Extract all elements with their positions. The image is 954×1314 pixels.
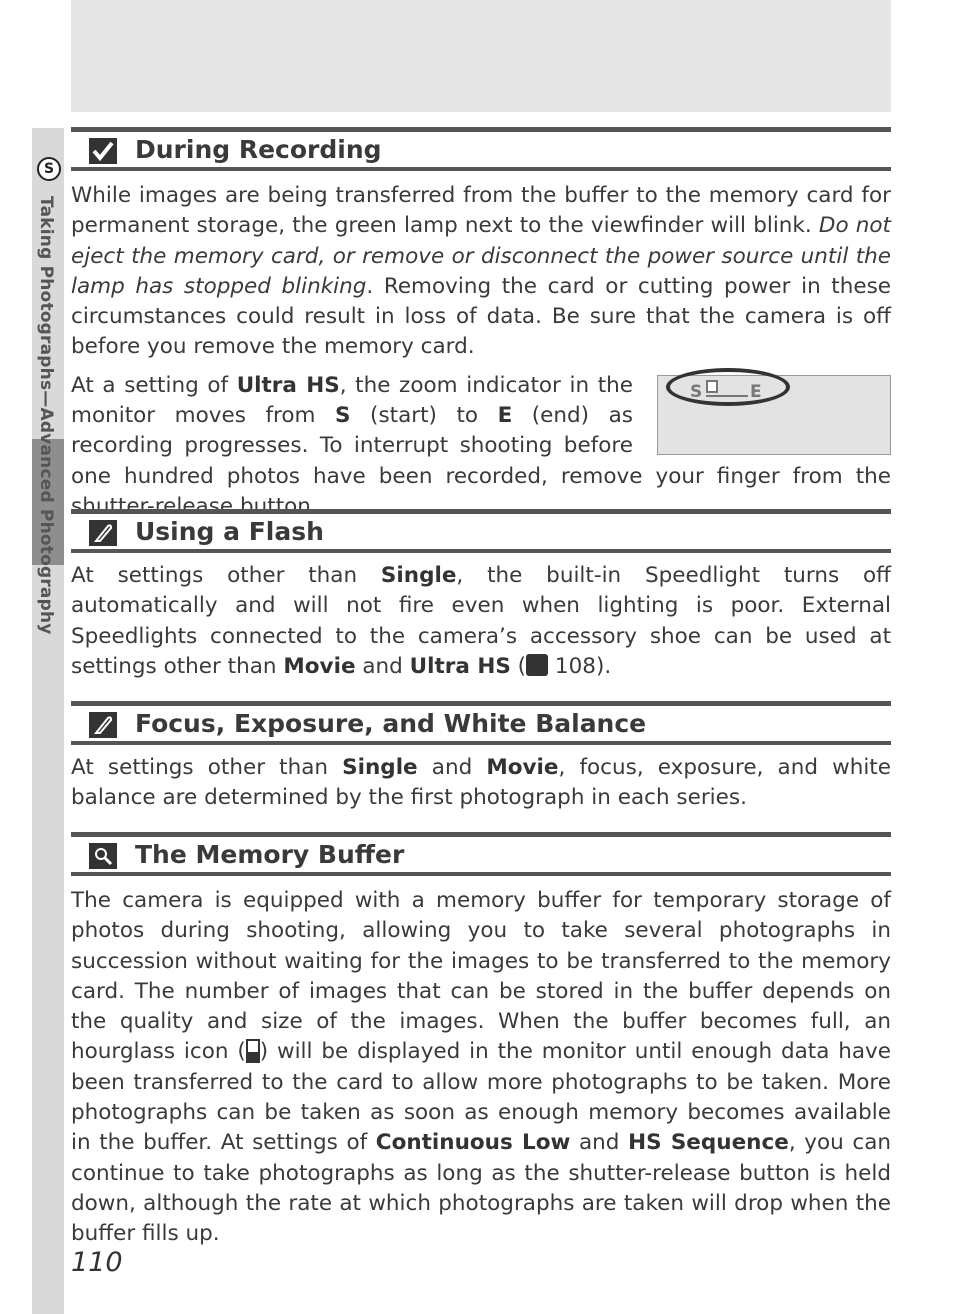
monitor-illustration — [657, 375, 891, 455]
paragraph: While images are being transferred from the buffer to the memory card for permanent storage, the green lamp next to the viewfinder will blink. Do not eject the memory card, or remove or disconnect the power source until the lamp has stopped blinking. Removing the card or cutting power in these circumstances could result in loss of data. Be sure that the camera is off before you remove the memory card. — [71, 183, 892, 360]
section-title: Focus, Exposure, and White Balance — [135, 709, 647, 738]
page-number: 110 — [71, 1247, 123, 1278]
pencil-icon — [89, 712, 117, 738]
magnifier-icon — [89, 843, 117, 869]
sidebar-chapter-title: Taking Photographs—Advanced Photography — [36, 196, 56, 635]
section-title: Using a Flash — [135, 517, 324, 546]
section-using-a-flash — [71, 509, 891, 682]
section-during-recording — [71, 127, 891, 522]
section-focus-exposure-white-balance — [71, 701, 891, 814]
section-header — [71, 832, 891, 876]
section-title: The Memory Buffer — [135, 840, 405, 869]
section-title: During Recording — [135, 135, 382, 164]
section-header — [71, 127, 891, 171]
hourglass-icon — [246, 1039, 260, 1063]
section-memory-buffer — [71, 832, 891, 1250]
checkmark-icon — [89, 138, 117, 164]
section-header — [71, 701, 891, 745]
zoom-start-label: S — [690, 381, 703, 402]
zoom-end-label: E — [750, 381, 762, 402]
zoom-position-marker — [706, 380, 718, 393]
shooting-mode-icon: S — [37, 157, 61, 181]
paragraph: At settings other than Single, the built-in Speedlight turns off automatically and will not fire even when lighting is poor. External Speedlights connected to the camera’s accessory shoe can be used at settings other than Movie and Ultra HS ( 108). — [71, 563, 891, 679]
pencil-icon — [89, 520, 117, 546]
reference-page-icon — [526, 654, 548, 676]
paragraph: S E At a setting of Ultra HS, the zoom indicator in the monitor moves from S (start) to E (end) as recording progresses. To interrupt shooting before one hundred photos have been recorded, remove your finger from the shutter-release button. — [71, 371, 891, 522]
paragraph: The camera is equipped with a memory buffer for temporary storage of photos during shooting, allowing you to take several photographs in succession without waiting for the images to be transferred to the memory card. The number of images that can be stored in the buffer depends on the quality and size of the images. When the buffer becomes full, an hourglass icon ( ) will be displayed in the monitor until enough data have been transferred to the card to allow more photographs to be taken. More photographs can be taken as soon as enough memory becomes available in the buffer. At settings of Continuous Low and HS Sequence, you can continue to take photographs as long as the shutter-release button is held down, although the rate at which photographs are taken will drop when the buffer fills up. — [71, 888, 891, 1247]
top-gray-block — [71, 0, 891, 112]
paragraph: At settings other than Single and Movie, focus, exposure, and white balance are determined by the first photograph in each series. — [71, 755, 891, 811]
section-header — [71, 509, 891, 553]
